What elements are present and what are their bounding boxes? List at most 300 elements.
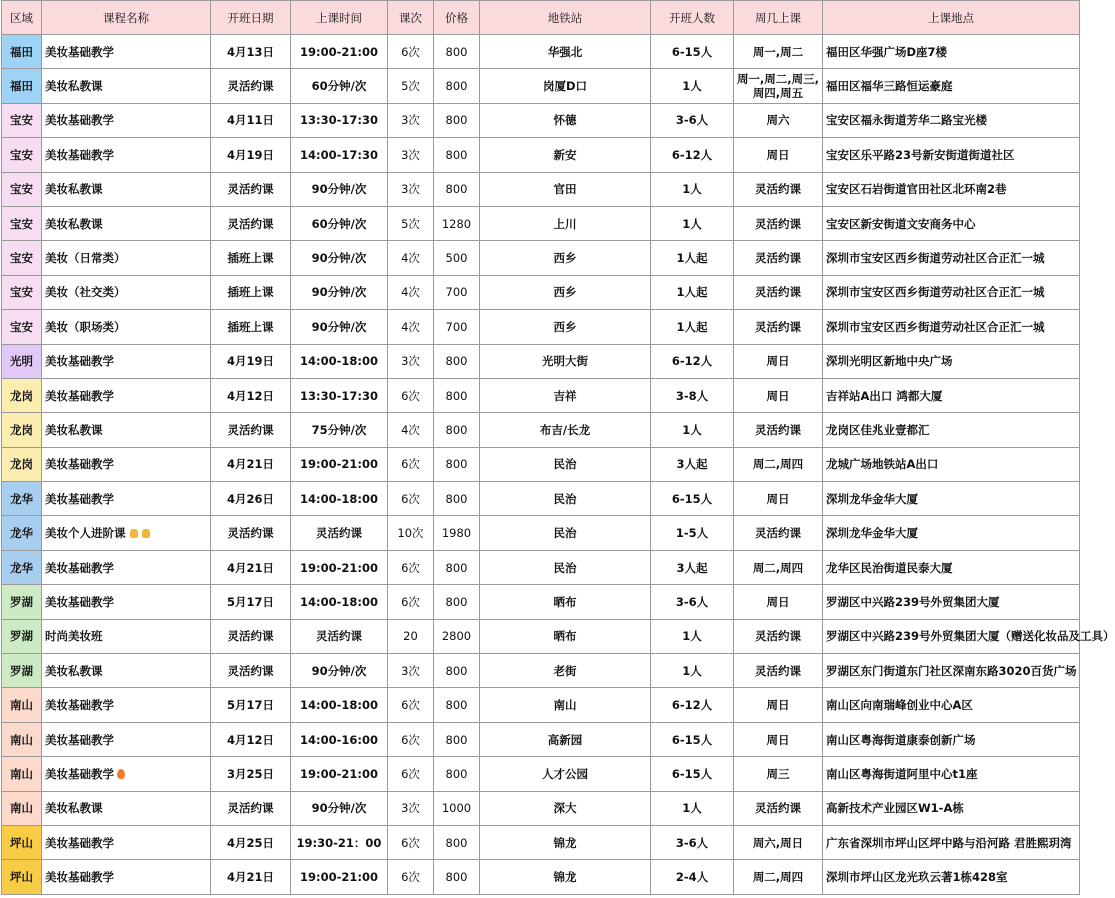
cell-address xyxy=(823,241,1080,275)
cell-class-time-text: 90分钟/次 xyxy=(311,285,367,300)
table-row xyxy=(2,241,1080,275)
cell-class-time xyxy=(291,482,388,516)
cell-start-date-text: 4月19日 xyxy=(226,354,274,369)
cell-class-time xyxy=(291,275,388,309)
table-row xyxy=(2,275,1080,309)
cell-metro-station-text: 官田 xyxy=(553,182,577,197)
cell-course-name-text: 美妆私教课 xyxy=(45,216,103,231)
cell-weekday-text: 灵活约课 xyxy=(755,182,801,197)
cell-weekday-text: 周二,周四 xyxy=(752,457,804,472)
cell-course-name xyxy=(42,378,211,412)
cell-start-date xyxy=(211,241,291,275)
cell-course-name xyxy=(42,860,211,894)
cell-start-date-text: 灵活约课 xyxy=(227,216,274,231)
cell-price-text: 2800 xyxy=(441,629,472,644)
cell-class-size xyxy=(651,619,734,653)
cell-address-text: 深圳市宝安区西乡街道劳动社区合正汇一城 xyxy=(826,251,1045,266)
cell-region-text: 福田 xyxy=(10,79,33,94)
cell-metro-station-text: 西乡 xyxy=(553,285,577,300)
cell-region xyxy=(2,447,42,481)
cell-address xyxy=(823,860,1080,894)
cell-weekday xyxy=(734,482,823,516)
cell-region xyxy=(2,344,42,378)
cell-sessions-text: 4次 xyxy=(401,319,420,334)
cell-start-date-text: 4月21日 xyxy=(226,457,274,472)
cell-sessions-text: 6次 xyxy=(401,44,420,59)
cell-metro-station-text: 上川 xyxy=(553,216,577,231)
cell-address-text: 龙华区民治街道民泰大厦 xyxy=(826,560,953,575)
cell-sessions xyxy=(388,482,434,516)
cell-course-name-text: 时尚美妆班 xyxy=(45,629,103,644)
cell-sessions xyxy=(388,654,434,688)
cell-metro-station-text: 西乡 xyxy=(553,319,577,334)
cell-class-time xyxy=(291,206,388,240)
cell-sessions xyxy=(388,344,434,378)
cell-course-name xyxy=(42,654,211,688)
cell-metro-station-text: 人才公园 xyxy=(542,766,588,781)
cell-course-name xyxy=(42,206,211,240)
cell-metro-station xyxy=(480,585,651,619)
table-row xyxy=(2,482,1080,516)
cell-class-time-text: 灵活约课 xyxy=(316,629,362,644)
cell-price xyxy=(434,69,480,103)
cell-address xyxy=(823,447,1080,481)
cell-course-name xyxy=(42,482,211,516)
cell-metro-station-text: 锦龙 xyxy=(553,870,577,885)
cell-class-time xyxy=(291,310,388,344)
cell-weekday-text: 灵活约课 xyxy=(755,801,801,816)
cell-class-size-text: 6-12人 xyxy=(671,147,713,162)
table-row xyxy=(2,310,1080,344)
cell-region-text: 龙华 xyxy=(10,491,33,506)
course-schedule-table xyxy=(1,0,1115,895)
cell-address-text: 深圳光明区新地中央广场 xyxy=(826,354,953,369)
cell-address xyxy=(823,688,1080,722)
cell-course-name-text: 美妆私教课 xyxy=(45,801,103,816)
cell-address-text: 深圳市宝安区西乡街道劳动社区合正汇一城 xyxy=(826,285,1045,300)
cell-region-text: 宝安 xyxy=(10,147,33,162)
cell-class-size xyxy=(651,654,734,688)
cell-region xyxy=(2,757,42,791)
cell-region xyxy=(2,35,42,69)
cell-sessions-text: 3次 xyxy=(401,663,420,678)
cell-price xyxy=(434,447,480,481)
cell-class-size-text: 6-12人 xyxy=(671,698,713,713)
cell-start-date xyxy=(211,344,291,378)
cell-address-text: 宝安区福永街道芳华二路宝光楼 xyxy=(826,113,987,128)
cell-course-name-text: 美妆私教课 xyxy=(45,663,103,678)
cell-address-text: 罗湖区东门街道东门社区深南东路3020百货广场 xyxy=(826,663,1077,678)
cell-class-time xyxy=(291,69,388,103)
header-class-size: 开班人数 xyxy=(651,1,734,35)
cell-course-name-text: 美妆基础教学 xyxy=(45,457,114,472)
cell-weekday xyxy=(734,310,823,344)
cell-start-date xyxy=(211,619,291,653)
cell-start-date-text: 4月25日 xyxy=(226,835,274,850)
cell-weekday-text: 周日 xyxy=(766,388,790,403)
cell-price xyxy=(434,791,480,825)
cell-region xyxy=(2,241,42,275)
cell-course-name xyxy=(42,757,211,791)
cell-address xyxy=(823,172,1080,206)
cell-sessions xyxy=(388,585,434,619)
cell-region xyxy=(2,138,42,172)
cell-class-time xyxy=(291,550,388,584)
cell-sessions-text: 3次 xyxy=(401,182,420,197)
cell-sessions xyxy=(388,275,434,309)
cell-start-date xyxy=(211,585,291,619)
cell-metro-station xyxy=(480,241,651,275)
cell-class-size xyxy=(651,275,734,309)
table-row xyxy=(2,825,1080,859)
cell-sessions xyxy=(388,310,434,344)
cell-class-size-text: 6-12人 xyxy=(671,354,713,369)
cell-metro-station xyxy=(480,619,651,653)
cell-start-date-text: 灵活约课 xyxy=(227,801,274,816)
cell-class-time xyxy=(291,585,388,619)
cell-weekday xyxy=(734,722,823,756)
cell-address xyxy=(823,516,1080,550)
header-address: 上课地点 xyxy=(823,1,1080,35)
cell-start-date xyxy=(211,35,291,69)
cell-weekday-text: 周日 xyxy=(766,354,790,369)
cell-metro-station-text: 晒布 xyxy=(553,629,577,644)
cell-metro-station-text: 华强北 xyxy=(547,44,583,59)
cell-class-size xyxy=(651,757,734,791)
cell-price xyxy=(434,378,480,412)
cell-class-size xyxy=(651,206,734,240)
table-row xyxy=(2,35,1080,69)
table-row xyxy=(2,860,1080,894)
cell-region xyxy=(2,482,42,516)
cell-course-name-text: 美妆私教课 xyxy=(45,422,103,437)
cell-sessions xyxy=(388,825,434,859)
cell-sessions-text: 3次 xyxy=(401,354,420,369)
cell-metro-station-text: 布吉/长龙 xyxy=(539,422,591,437)
cell-sessions-text: 6次 xyxy=(401,491,420,506)
cell-class-size-text: 3-6人 xyxy=(675,594,709,609)
cell-price xyxy=(434,516,480,550)
cell-sessions-text: 6次 xyxy=(401,457,420,472)
cell-sessions-text: 5次 xyxy=(401,79,420,94)
cell-class-time-text: 14:00-18:00 xyxy=(300,698,378,713)
cell-price xyxy=(434,206,480,240)
cell-class-size-text: 2-4人 xyxy=(675,870,709,885)
cell-class-time-text: 90分钟/次 xyxy=(311,663,367,678)
cell-price xyxy=(434,344,480,378)
cell-price xyxy=(434,413,480,447)
cell-course-name xyxy=(42,688,211,722)
cell-class-size-text: 1人 xyxy=(682,182,702,197)
cell-weekday-text: 灵活约课 xyxy=(755,526,801,541)
cell-start-date-text: 4月12日 xyxy=(226,732,274,747)
cell-address xyxy=(823,722,1080,756)
cell-class-size xyxy=(651,344,734,378)
cell-price xyxy=(434,172,480,206)
cell-sessions xyxy=(388,688,434,722)
cell-start-date-text: 4月21日 xyxy=(226,870,274,885)
cell-weekday xyxy=(734,447,823,481)
cell-weekday-text: 周六,周日 xyxy=(752,835,804,850)
cell-class-time xyxy=(291,654,388,688)
cell-course-name xyxy=(42,103,211,137)
cell-class-time-text: 90分钟/次 xyxy=(311,801,367,816)
cell-start-date xyxy=(211,275,291,309)
cell-region xyxy=(2,206,42,240)
cell-weekday-text: 灵活约课 xyxy=(755,285,801,300)
cell-class-time-text: 90分钟/次 xyxy=(311,251,367,266)
cell-metro-station xyxy=(480,378,651,412)
cell-class-size xyxy=(651,103,734,137)
cell-region-text: 宝安 xyxy=(10,285,33,300)
cell-price xyxy=(434,860,480,894)
cell-class-time xyxy=(291,619,388,653)
cell-price xyxy=(434,654,480,688)
cell-metro-station xyxy=(480,275,651,309)
cell-price xyxy=(434,722,480,756)
cell-class-time-text: 13:30-17:30 xyxy=(300,113,378,128)
cell-course-name-text: 美妆（日常类） xyxy=(45,251,126,266)
cell-price-text: 800 xyxy=(445,491,468,506)
cell-class-size xyxy=(651,516,734,550)
cell-price xyxy=(434,35,480,69)
cell-weekday xyxy=(734,516,823,550)
cell-weekday xyxy=(734,69,823,103)
cell-course-name xyxy=(42,619,211,653)
cell-class-size-text: 1人 xyxy=(682,216,702,231)
cell-course-name-text: 美妆基础教学 xyxy=(45,870,114,885)
cell-metro-station xyxy=(480,103,651,137)
table-row xyxy=(2,206,1080,240)
cell-region xyxy=(2,103,42,137)
cell-metro-station xyxy=(480,654,651,688)
cell-address-text: 吉祥站A出口 鸿都大厦 xyxy=(826,388,943,403)
cell-sessions xyxy=(388,550,434,584)
cell-price-text: 800 xyxy=(445,698,468,713)
cell-class-time-text: 60分钟/次 xyxy=(311,216,367,231)
cell-start-date xyxy=(211,206,291,240)
cell-class-size-text: 1人 xyxy=(682,79,702,94)
cell-course-name-text: 美妆私教课 xyxy=(45,182,103,197)
cell-class-time xyxy=(291,241,388,275)
cell-sessions xyxy=(388,69,434,103)
cell-address-text: 广东省深圳市坪山区坪中路与沿河路 君胜熙玥湾 xyxy=(826,835,1072,850)
cell-metro-station-text: 吉祥 xyxy=(553,388,577,403)
cell-class-time-text: 19:00-21:00 xyxy=(300,766,378,781)
cell-sessions-text: 3次 xyxy=(401,113,420,128)
cell-course-name xyxy=(42,310,211,344)
cell-region xyxy=(2,69,42,103)
cell-class-time xyxy=(291,172,388,206)
cell-metro-station-text: 岗厦D口 xyxy=(542,79,588,94)
cell-metro-station xyxy=(480,825,651,859)
cell-address xyxy=(823,585,1080,619)
thumbs-up-icon xyxy=(130,529,138,538)
cell-class-time xyxy=(291,35,388,69)
cell-price xyxy=(434,585,480,619)
cell-class-size-text: 1人 xyxy=(682,422,702,437)
cell-sessions-text: 6次 xyxy=(401,766,420,781)
cell-weekday xyxy=(734,172,823,206)
cell-weekday-text: 周一,周二,周三,周四,周五 xyxy=(736,72,820,101)
cell-address xyxy=(823,482,1080,516)
cell-metro-station-text: 老街 xyxy=(553,663,577,678)
cell-class-size xyxy=(651,35,734,69)
cell-start-date xyxy=(211,103,291,137)
cell-address-text: 宝安区新安街道文安商务中心 xyxy=(826,216,976,231)
cell-sessions xyxy=(388,172,434,206)
cell-class-time-text: 14:00-18:00 xyxy=(300,354,378,369)
cell-start-date-text: 插班上课 xyxy=(227,319,274,334)
cell-course-name-text: 美妆基础教学 xyxy=(45,732,114,747)
cell-course-name xyxy=(42,138,211,172)
cell-sessions-text: 10次 xyxy=(397,526,424,541)
cell-course-name-text: 美妆个人进阶课 xyxy=(45,526,126,541)
cell-start-date xyxy=(211,516,291,550)
cell-class-size-text: 1人起 xyxy=(676,285,708,300)
cell-metro-station-text: 新安 xyxy=(553,147,577,162)
cell-class-size-text: 6-15人 xyxy=(671,44,713,59)
cell-metro-station xyxy=(480,757,651,791)
cell-weekday-text: 灵活约课 xyxy=(755,629,801,644)
cell-metro-station xyxy=(480,172,651,206)
cell-class-time-text: 14:00-16:00 xyxy=(300,732,378,747)
cell-price-text: 800 xyxy=(445,732,468,747)
cell-region xyxy=(2,310,42,344)
thumbs-up-icon xyxy=(142,529,150,538)
cell-class-time-text: 灵活约课 xyxy=(316,526,362,541)
cell-address xyxy=(823,791,1080,825)
cell-metro-station-text: 锦龙 xyxy=(553,835,577,850)
cell-region-text: 宝安 xyxy=(10,251,33,266)
cell-start-date xyxy=(211,378,291,412)
cell-start-date-text: 灵活约课 xyxy=(227,526,274,541)
cell-price-text: 800 xyxy=(445,560,468,575)
cell-class-time-text: 14:00-17:30 xyxy=(300,147,378,162)
cell-weekday xyxy=(734,378,823,412)
cell-class-time-text: 13:30-17:30 xyxy=(300,388,378,403)
cell-weekday xyxy=(734,138,823,172)
header-weekday: 周几上课 xyxy=(734,1,823,35)
cell-course-name-text: 美妆基础教学 xyxy=(45,835,114,850)
cell-course-name xyxy=(42,35,211,69)
cell-start-date xyxy=(211,722,291,756)
cell-weekday-text: 周二,周四 xyxy=(752,560,804,575)
cell-metro-station-text: 西乡 xyxy=(553,251,577,266)
cell-address-text: 罗湖区中兴路239号外贸集团大厦 xyxy=(826,594,1000,609)
cell-sessions-text: 6次 xyxy=(401,835,420,850)
cell-weekday-text: 周二,周四 xyxy=(752,870,804,885)
cell-region xyxy=(2,550,42,584)
cell-metro-station xyxy=(480,138,651,172)
cell-class-time xyxy=(291,688,388,722)
cell-weekday xyxy=(734,791,823,825)
cell-metro-station-text: 光明大街 xyxy=(542,354,588,369)
cell-metro-station xyxy=(480,550,651,584)
cell-class-time xyxy=(291,103,388,137)
cell-region xyxy=(2,275,42,309)
cell-course-name-text: 美妆基础教学 xyxy=(45,113,114,128)
cell-start-date xyxy=(211,310,291,344)
cell-weekday-text: 灵活约课 xyxy=(755,422,801,437)
cell-region xyxy=(2,654,42,688)
cell-sessions-text: 4次 xyxy=(401,422,420,437)
cell-price-text: 800 xyxy=(445,354,468,369)
cell-course-name-text: 美妆私教课 xyxy=(45,79,103,94)
cell-address-text: 深圳龙华金华大厦 xyxy=(826,491,918,506)
cell-price-text: 800 xyxy=(445,44,468,59)
cell-metro-station-text: 民治 xyxy=(553,491,577,506)
cell-price xyxy=(434,619,480,653)
table-row xyxy=(2,722,1080,756)
cell-weekday xyxy=(734,825,823,859)
cell-address xyxy=(823,103,1080,137)
cell-course-name xyxy=(42,413,211,447)
cell-address xyxy=(823,138,1080,172)
cell-price-text: 800 xyxy=(445,766,468,781)
cell-weekday xyxy=(734,688,823,722)
cell-price xyxy=(434,757,480,791)
cell-sessions-text: 3次 xyxy=(401,147,420,162)
cell-region-text: 龙华 xyxy=(10,526,33,541)
cell-course-name xyxy=(42,585,211,619)
cell-weekday xyxy=(734,275,823,309)
cell-course-name-text: 美妆基础教学 xyxy=(45,44,114,59)
table-row xyxy=(2,344,1080,378)
cell-region-text: 罗湖 xyxy=(10,663,33,678)
table-body xyxy=(2,35,1115,895)
table-row xyxy=(2,516,1080,550)
cell-sessions xyxy=(388,619,434,653)
cell-region-text: 坪山 xyxy=(10,835,33,850)
cell-weekday-text: 周日 xyxy=(766,732,790,747)
cell-sessions-text: 5次 xyxy=(401,216,420,231)
cell-start-date xyxy=(211,791,291,825)
cell-sessions-text: 6次 xyxy=(401,594,420,609)
cell-start-date-text: 灵活约课 xyxy=(227,629,274,644)
cell-metro-station-text: 民治 xyxy=(553,526,577,541)
cell-price xyxy=(434,275,480,309)
table-row xyxy=(2,550,1080,584)
cell-class-time xyxy=(291,413,388,447)
cell-metro-station xyxy=(480,860,651,894)
cell-class-time-text: 14:00-18:00 xyxy=(300,594,378,609)
cell-class-size xyxy=(651,413,734,447)
cell-address-text: 深圳市坪山区龙光玖云著1栋428室 xyxy=(826,870,1008,885)
cell-sessions-text: 6次 xyxy=(401,698,420,713)
cell-class-time xyxy=(291,722,388,756)
cell-address xyxy=(823,619,1115,653)
cell-weekday xyxy=(734,344,823,378)
cell-weekday xyxy=(734,860,823,894)
cell-start-date-text: 4月26日 xyxy=(226,491,274,506)
cell-start-date xyxy=(211,482,291,516)
cell-weekday-text: 周日 xyxy=(766,147,790,162)
table-row xyxy=(2,103,1080,137)
cell-metro-station xyxy=(480,482,651,516)
cell-price-text: 1000 xyxy=(441,801,472,816)
cell-address xyxy=(823,35,1080,69)
cell-sessions xyxy=(388,447,434,481)
cell-metro-station xyxy=(480,35,651,69)
cell-price-text: 700 xyxy=(445,319,468,334)
cell-class-time xyxy=(291,378,388,412)
cell-class-size-text: 1人起 xyxy=(676,319,708,334)
cell-sessions xyxy=(388,516,434,550)
cell-class-size-text: 1人 xyxy=(682,801,702,816)
table-row xyxy=(2,688,1080,722)
cell-sessions xyxy=(388,860,434,894)
